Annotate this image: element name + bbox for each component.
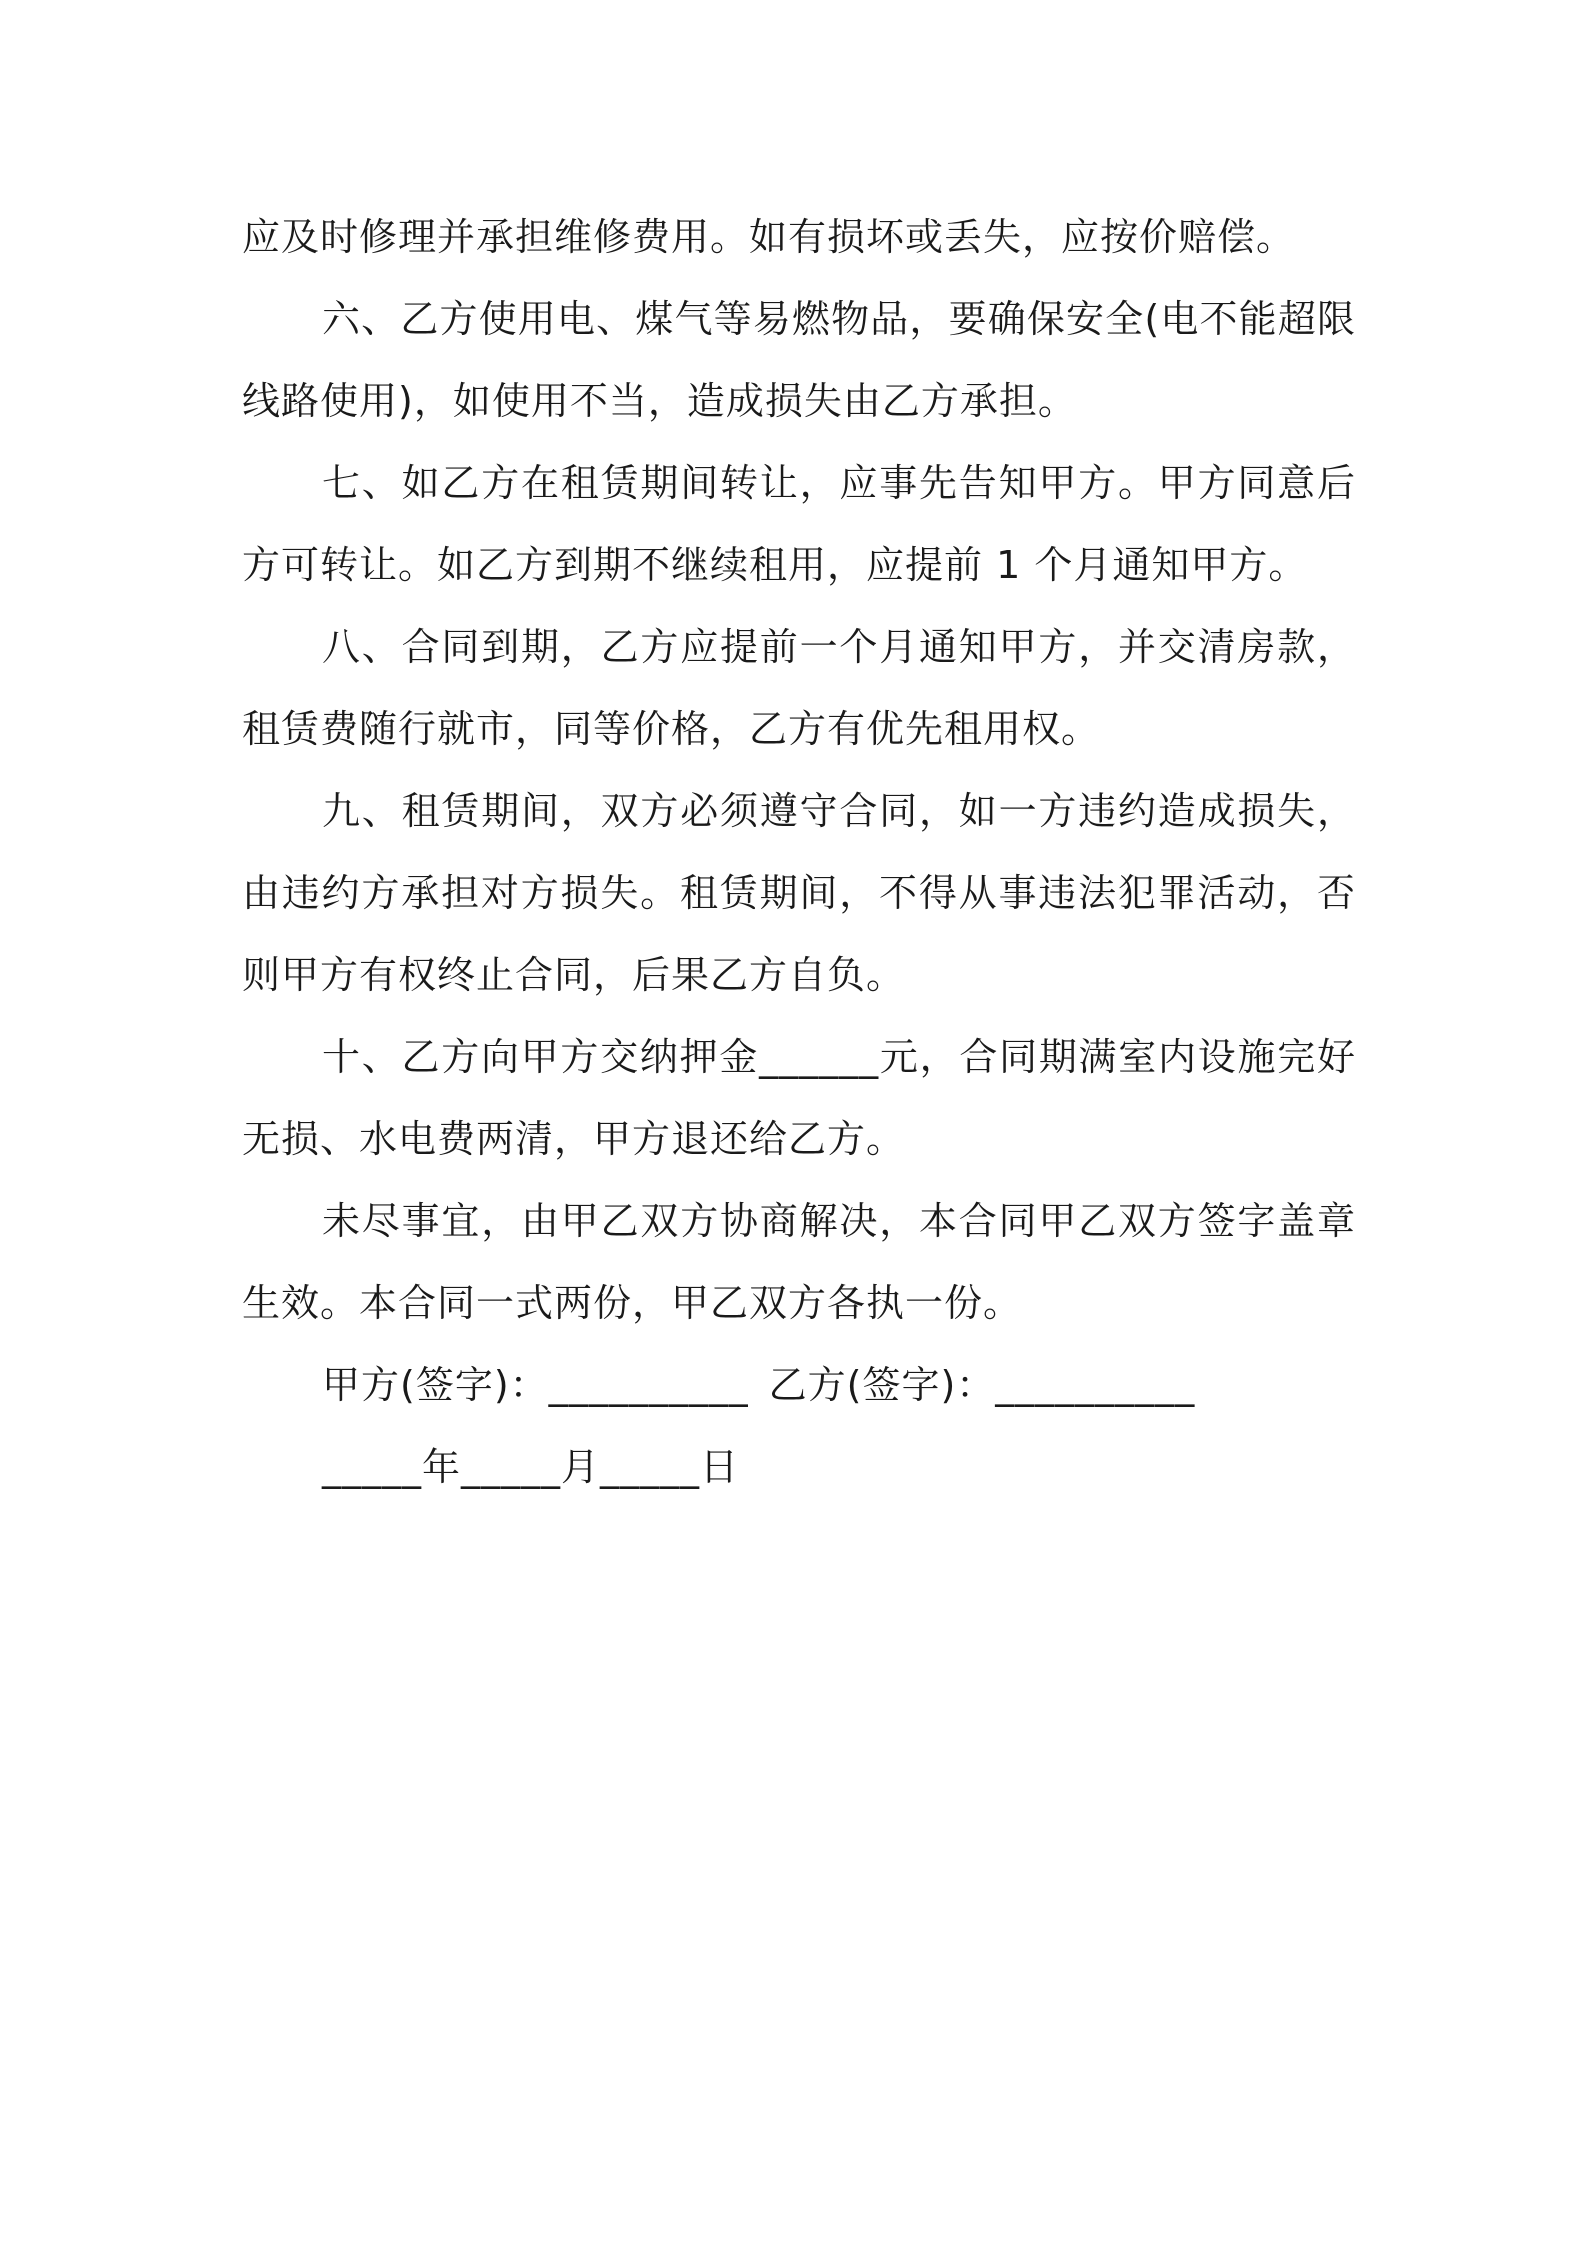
party-a-signature: 甲方(签字)：__________ — [322, 1363, 749, 1407]
paragraph-clause-6: 六、乙方使用电、煤气等易燃物品，要确保安全(电不能超限线路使用)，如使用不当，造成损失由乙方承担。 — [242, 297, 1356, 423]
date-line: _____年_____月_____日 — [322, 1445, 740, 1489]
paragraph-repair: 应及时修理并承担维修费用。如有损坏或丢失，应按价赔偿。 — [242, 215, 1296, 259]
paragraph-clause-9: 九、租赁期间，双方必须遵守合同，如一方违约造成损失，由违约方承担对方损失。租赁期间，不得从事违法犯罪活动，否则甲方有权终止合同，后果乙方自负。 — [242, 789, 1356, 997]
signature-line — [242, 1344, 1356, 1426]
paragraph-clause-10: 十、乙方向甲方交纳押金______元，合同期满室内设施完好无损、水电费两清，甲方退还给乙方。 — [242, 1035, 1356, 1161]
document-body — [242, 196, 1356, 1508]
paragraph-clause-8: 八、合同到期，乙方应提前一个月通知甲方，并交清房款，租赁费随行就市，同等价格，乙方有优先租用权。 — [242, 625, 1356, 751]
party-b-signature: 乙方(签字)：__________ — [768, 1363, 1196, 1407]
paragraph-misc: 未尽事宜，由甲乙双方协商解决，本合同甲乙双方签字盖章生效。本合同一式两份，甲乙双方各执一份。 — [242, 1199, 1356, 1325]
paragraph-clause-7: 七、如乙方在租赁期间转让，应事先告知甲方。甲方同意后方可转让。如乙方到期不继续租用，应提前 1 个月通知甲方。 — [242, 461, 1356, 587]
